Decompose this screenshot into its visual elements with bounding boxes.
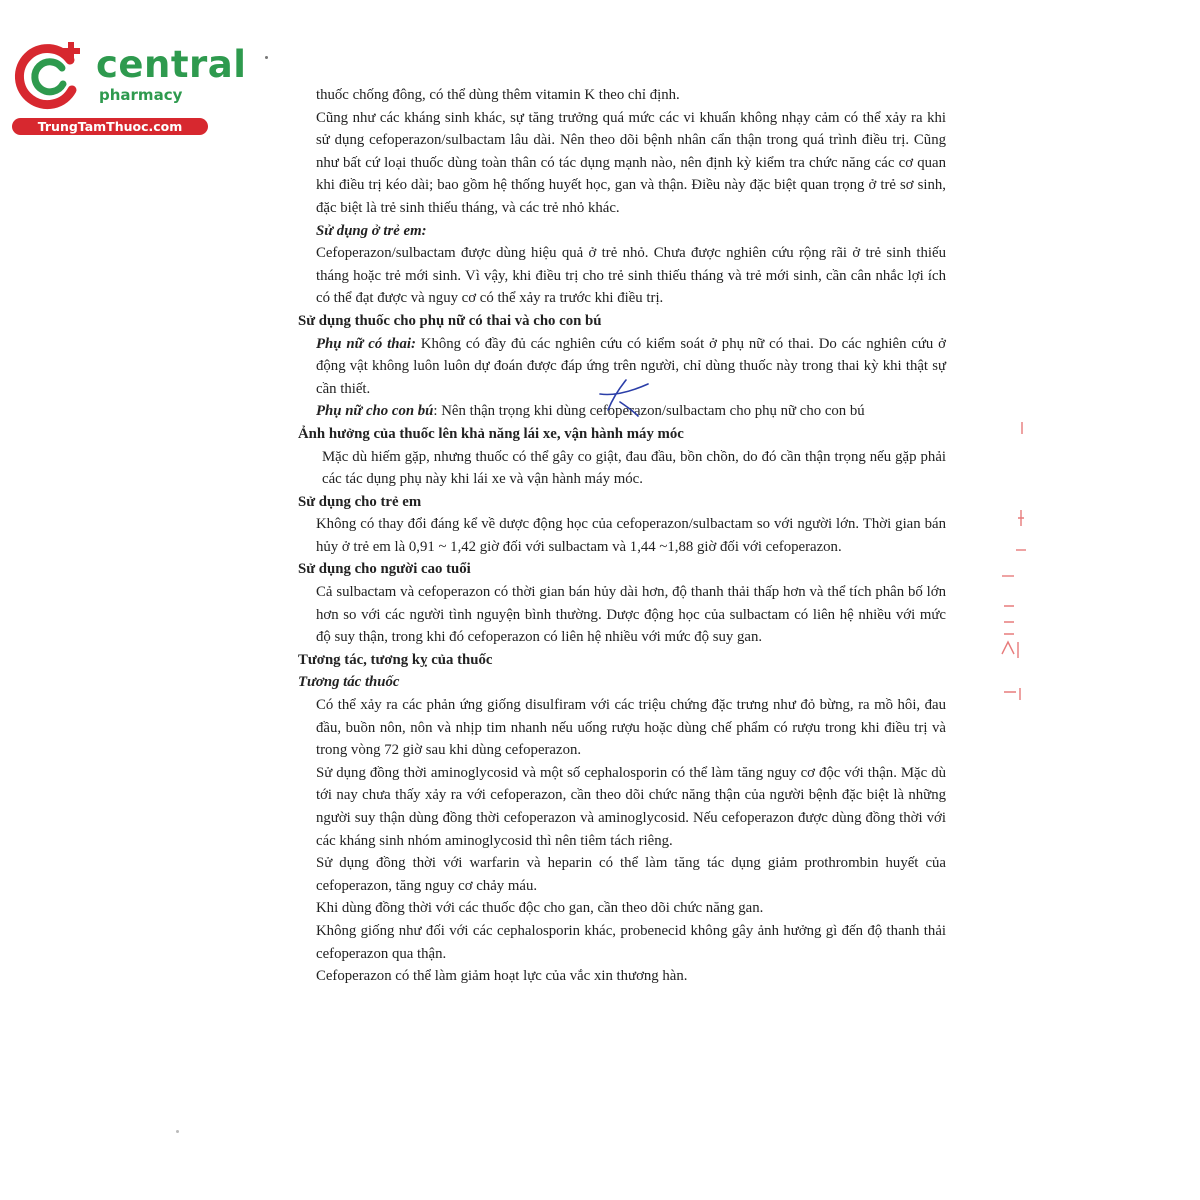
paragraph: Sử dụng đồng thời aminoglycosid và một số cephalosporin có thể làm tăng nguy cơ độc với thận. Mặc dù tới nay chưa thấy xảy ra với cefoperazon, cần theo dõi chức năng thận của người bệnh đặc biệt là những người suy thận dùng đồng thời cefoperazon và aminoglycosid. Nếu cefoperazon được dùng đồng thời với các kháng sinh nhóm aminoglycosid thì nên tiêm tách riêng. xyxy=(316,764,946,849)
section-heading: Tương tác, tương kỵ của thuốc xyxy=(298,651,493,668)
brand-name: central xyxy=(96,43,247,86)
scan-dot xyxy=(265,56,268,59)
paragraph-text: : Nên thận trọng khi dùng cefoperazon/sulbactam cho phụ nữ cho con bú xyxy=(433,403,865,420)
document-body xyxy=(298,84,946,988)
section-heading: Ảnh hưởng của thuốc lên khả năng lái xe, vận hành máy móc xyxy=(298,425,684,442)
section-heading: Sử dụng cho trẻ em xyxy=(298,493,422,510)
paragraph: Mặc dù hiếm gặp, nhưng thuốc có thể gây co giật, đau đầu, bồn chồn, do đó cần thận trọng nếu gặp phải các tác dụng phụ này khi lái xe và vận hành máy móc. xyxy=(322,448,946,488)
paragraph: thuốc chống đông, có thể dùng thêm vitamin K theo chỉ định. xyxy=(316,87,680,103)
central-pharmacy-logo-icon xyxy=(10,38,90,114)
paragraph: Cefoperazon có thể làm giảm hoạt lực của vắc xin thương hàn. xyxy=(316,968,688,985)
paragraph: Khi dùng đồng thời với các thuốc độc cho gan, cần theo dõi chức năng gan. xyxy=(316,900,764,917)
section-heading: Sử dụng cho người cao tuổi xyxy=(298,561,471,578)
scan-dot xyxy=(176,1130,179,1133)
label: Phụ nữ có thai: xyxy=(316,335,416,352)
paragraph: Cũng như các kháng sinh khác, sự tăng trưởng quá mức các vi khuẩn không nhạy cảm có thể xảy ra khi sử dụng cefoperazon/sulbactam lâu dài. Nên theo dõi bệnh nhân cẩn thận trong quá trình điều trị. Cũng như bất cứ loại thuốc dùng toàn thân có tác dụng mạnh nào, nên định kỳ kiểm tra chức năng các cơ quan khi điều trị kéo dài; bao gồm hệ thống huyết học, gan và thận. Điều này đặc biệt quan trọng ở trẻ sơ sinh, đặc biệt là trẻ sinh thiếu tháng, và các trẻ nhỏ khác. xyxy=(316,109,946,216)
paragraph: Không giống như đối với các cephalosporin khác, probenecid không gây ảnh hưởng gì đến độ thanh thải cefoperazon qua thận. xyxy=(316,922,946,962)
paragraph-text: Không có đầy đủ các nghiên cứu có kiểm soát ở phụ nữ có thai. Do các nghiên cứu ở động vật không luôn luôn dự đoán được đáp ứng trên người, chỉ dùng thuốc này trong thai kỳ khi thật sự cần thiết. xyxy=(316,335,947,397)
brand-subtitle: pharmacy xyxy=(99,86,183,104)
stamp-fragment-icon xyxy=(996,410,1036,720)
paragraph: Sử dụng đồng thời với warfarin và heparin có thể làm tăng tác dụng giảm prothrombin huyết của cefoperazon, tăng nguy cơ chảy máu. xyxy=(316,855,946,894)
paragraph: Có thể xảy ra các phản ứng giống disulfiram với các triệu chứng đặc trưng như đỏ bừng, ra mồ hôi, đau đầu, buồn nôn, nôn và nhịp tim nhanh nếu uống rượu hoặc dùng chế phẩm có rượu trong khi điều trị và trong vòng 72 giờ sau khi dùng cefoperazon. xyxy=(316,697,946,759)
paragraph: Cefoperazon/sulbactam được dùng hiệu quả ở trẻ nhỏ. Chưa được nghiên cứu rộng rãi ở trẻ sinh thiếu tháng hoặc trẻ mới sinh. Vì vậy, khi điều trị cho trẻ sinh thiếu tháng và trẻ mới sinh, cần cân nhắc lợi ích có thể đạt được và nguy cơ có thể xảy ra trước khi điều trị. xyxy=(316,245,946,307)
label: Phụ nữ cho con bú xyxy=(316,403,434,420)
section-heading: Sử dụng thuốc cho phụ nữ có thai và cho con bú xyxy=(298,312,602,329)
handwritten-scribble-icon xyxy=(590,372,660,422)
paragraph: Cả sulbactam và cefoperazon có thời gian bán hủy dài hơn, độ thanh thải thấp hơn và thể tích phân bố lớn hơn so với các người tình nguyện bình thường. Dược động học của sulbactam có liên hệ nhiều với mức độ suy thận, trong khi đó cefoperazon có liên hệ nhiều với mức độ suy gan. xyxy=(316,584,946,646)
subheading: Sử dụng ở trẻ em: xyxy=(316,222,427,239)
brand-website[interactable]: TrungTamThuoc.com xyxy=(12,118,208,135)
subheading: Tương tác thuốc xyxy=(298,674,400,691)
paragraph: Không có thay đổi đáng kể về dược động học của cefoperazon/sulbactam so với người lớn. Thời gian bán hủy ở trẻ em là 0,91 ~ 1,42 giờ đối với sulbactam và 1,44 ~1,88 giờ đối với cefoperazon. xyxy=(316,516,946,555)
pharmacy-logo[interactable] xyxy=(10,38,247,138)
